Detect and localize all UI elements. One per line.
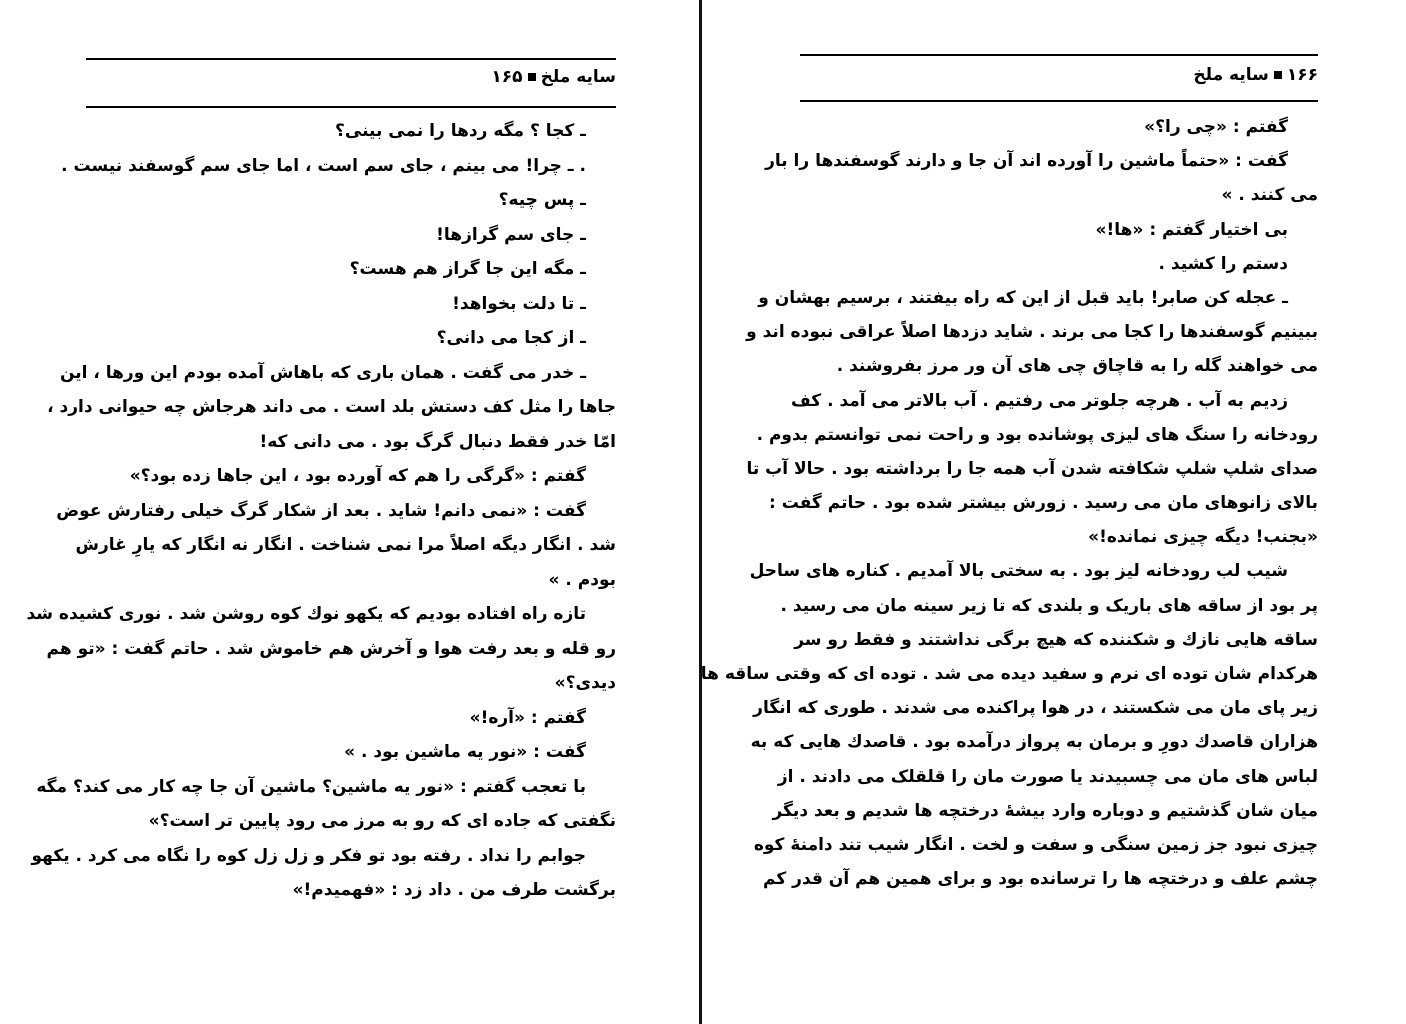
text-line: زیر پای مان می شکستند ، در هوا پراکنده می شدند . طوری که انگار [753, 698, 1318, 719]
text-line: جاها را مثل کف دستش بلد است . می داند هرجاش چه حیوانی دارد ، [47, 397, 616, 417]
left-page [26, 0, 616, 1024]
text-line: ـ از کجا می دانی؟ [436, 328, 586, 348]
page-body-text [700, 110, 1318, 896]
running-header [800, 64, 1318, 86]
text-line: ـ پس چیه؟ [498, 190, 586, 210]
text-line: میان شان گذشتیم و دوباره وارد بیشهٔ درختچه ها شدیم و بعد دیگر [772, 800, 1318, 821]
text-line: دستم را کشید . [1158, 253, 1288, 274]
text-line: گفتم : «گرگی را هم که آورده بود ، این جاها زده بود؟» [129, 466, 586, 486]
text-line: ـ جای سم گرازها! [436, 224, 586, 245]
text-line: چیزی نبود جز زمین سنگی و سفت و لخت . انگار شیب تند دامنهٔ کوه [753, 834, 1318, 855]
text-line: رو قله و بعد رفت هوا و آخرش هم خاموش شد . حاتم گفت : «تو هم [46, 638, 616, 659]
text-line: ـ خدر می گفت . همان باری که باهاش آمده بودم این ورها ، این [59, 362, 586, 383]
text-line: . ـ چرا! می بینم ، جای سم است ، اما جای سم گوسفند نیست . [61, 155, 586, 176]
running-header [86, 66, 616, 88]
page-number: ۱۶۶ [1286, 65, 1318, 85]
text-line: زدیم به آب . هرچه جلوتر می رفتیم . آب بالاتر می آمد . کف [791, 390, 1288, 411]
page-body-text [26, 114, 616, 908]
text-line: هرکدام شان توده ای نرم و سفید دیده می شد . توده ای که وقتی ساقه ها [700, 664, 1318, 684]
text-line: ـ تا دلت بخواهد! [452, 293, 586, 314]
book-gutter [699, 0, 702, 1024]
text-line: گفتم : «آره!» [469, 707, 586, 728]
text-line: گفت : «نور یه ماشین بود . » [344, 742, 586, 762]
text-line: جوابم را نداد . رفته بود تو فکر و زل زل کوه را نگاه می کرد . یکهو [31, 845, 586, 866]
text-line: گفتم : «چی را؟» [1144, 117, 1288, 137]
header-rule-bottom [800, 100, 1318, 102]
text-line: ساقه هایی نازك و شکننده که هیچ برگی نداشتند و فقط رو سر [794, 629, 1318, 650]
text-line: صدای شلپ شلپ شکافته شدن آب همه جا را برداشته بود . حالا آب تا [746, 458, 1318, 479]
text-line: لباس های مان می چسبیدند یا صورت مان را قلقلک می دادند . از [777, 766, 1318, 787]
text-line: گفت : «حتماً ماشین را آورده اند آن جا و دارند گوسفندها را بار [765, 151, 1288, 172]
text-line: رودخانه را سنگ های لیزی پوشانده بود و راحت نمی توانستم بدوم . [756, 424, 1318, 445]
text-line: چشم علف و درختچه ها را ترسانده بود و برای همین هم آن قدر کم [763, 869, 1318, 890]
text-line: «بجنب! دیگه چیزی نمانده!» [1088, 527, 1318, 548]
text-line: امّا خدر فقط دنبال گرگ بود . می دانی که! [259, 431, 616, 452]
header-rule-bottom [86, 106, 616, 108]
text-line: ـ مگه این جا گراز هم هست؟ [349, 259, 586, 279]
text-line: ـ عجله کن صابر! باید قبل از این که راه بیفتند ، برسیم بهشان و [758, 287, 1288, 308]
header-rule-top [86, 58, 616, 60]
header-rule-top [800, 54, 1318, 56]
book-title: سایه ملخ [1193, 65, 1269, 85]
text-line: برگشت طرف من . داد زد : «فهمیدم!» [292, 880, 616, 900]
text-line: تازه راه افتاده بودیم که یکهو نوك کوه روشن شد . نوری کشیده شد [26, 604, 586, 624]
text-line: می خواهند گله را به قاچاق چی های آن ور مرز بفروشند . [836, 356, 1318, 377]
header-separator-square [528, 73, 536, 81]
book-title: سایه ملخ [540, 67, 616, 87]
right-page [700, 0, 1318, 1024]
text-line: بودم . » [548, 569, 616, 590]
text-line: شد . انگار دیگه اصلاً مرا نمی شناخت . انگار نه انگار که یارِ غارش [75, 535, 616, 555]
text-line: بالای زانوهای مان می رسید . زورش بیشتر شده بود . حاتم گفت : [768, 493, 1318, 514]
text-line: بی اختیار گفتم : «ها!» [1095, 219, 1288, 240]
page-number: ۱۶۵ [491, 67, 523, 87]
text-line: شیب لب رودخانه لیز بود . به سختی بالا آمدیم . کناره های ساحل [749, 561, 1288, 582]
header-separator-square [1274, 71, 1282, 79]
text-line: پر بود از ساقه های باریک و بلندی که تا زیر سینه مان می رسید . [780, 595, 1318, 616]
text-line: دیدی؟» [554, 673, 616, 693]
text-line: می کنند . » [1221, 185, 1318, 206]
text-line: با تعجب گفتم : «نور یه ماشین؟ ماشین آن جا چه کار می کند؟ مگه [36, 776, 586, 797]
text-line: هزاران قاصدك دورِ و برمان به پرواز درآمده بود . قاصدك هایی که به [750, 732, 1318, 753]
text-line: گفت : «نمی دانم! شاید . بعد از شکار گرگ خیلی رفتارش عوض [56, 500, 586, 521]
text-line: ـ کجا ؟ مگه ردها را نمی بینی؟ [335, 121, 586, 141]
text-line: نگفتی که جاده ای که رو به مرز می رود پایین تر است؟» [148, 811, 616, 831]
text-line: ببینیم گوسفندها را کجا می برند . شاید دزدها اصلاً عراقی نبوده اند و [746, 322, 1318, 343]
